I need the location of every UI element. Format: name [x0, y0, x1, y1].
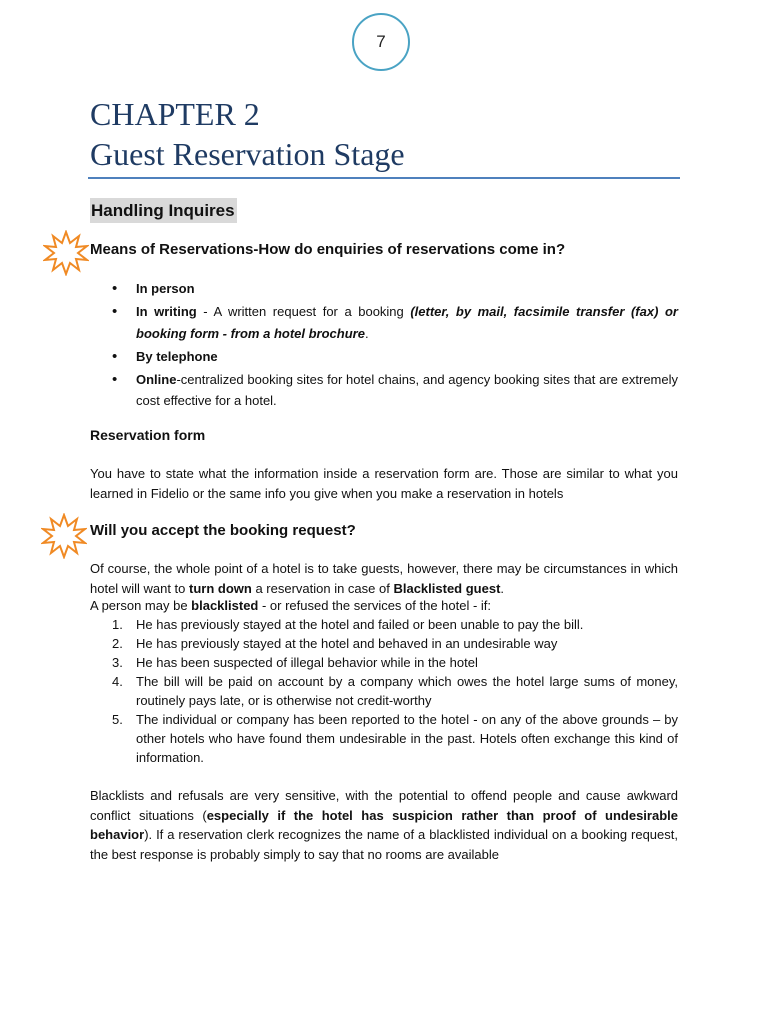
chapter-number: CHAPTER 2 [90, 96, 260, 132]
starburst-icon [43, 230, 89, 276]
page-number-badge [352, 13, 410, 71]
list-item: 2. He has previously stayed at the hotel and behaved in an undesirable way [112, 636, 558, 651]
starburst-icon [41, 513, 87, 559]
list-item: 4. The bill will be paid on account by a company which owes the hotel large sums of money, routinely pays late, or is otherwise not credit-worthy [112, 674, 678, 708]
list-item: • By telephone [112, 346, 678, 368]
chapter-name: Guest Reservation Stage [90, 136, 405, 172]
means-list [112, 278, 678, 413]
question-accept: Will you accept the booking request? [90, 522, 356, 539]
reservation-form-text: You have to state what the information inside a reservation form are. Those are similar to what you learned in Fidelio or the same info you give when you make a reservation in hotels [90, 466, 678, 501]
paragraph-blacklisted: A person may be blacklisted - or refused the services of the hotel - if: [90, 598, 492, 613]
list-item: 1. He has previously stayed at the hotel and failed or been unable to pay the bill. [112, 617, 584, 632]
title-divider [88, 177, 680, 179]
list-item: 5. The individual or company has been reported to the hotel - on any of the above grounds – by other hotels who have found them undesirable in the past. Hotels often exchange this kind of information. [112, 712, 678, 765]
paragraph-turn-down: Of course, the whole point of a hotel is to take guests, however, there may be circumstances in which hotel will want to turn down a reservation in case of Blacklisted guest. [90, 561, 678, 596]
conditions-list [90, 615, 678, 767]
chapter-title [90, 94, 405, 174]
list-item: • In writing - A written request for a booking (letter, by mail, facsimile transfer (fax) or booking form - from a hotel brochure. [112, 301, 678, 344]
paragraph-sensitivity: Blacklists and refusals are very sensitive, with the potential to offend people and cause awkward conflict situations (especially if the hotel has suspicion rather than proof of undesirable behavior). If a reservation clerk recognizes the name of a blacklisted individual on a booking request, the best response is probably simply to say that no rooms are available [90, 788, 678, 862]
list-item: 3. He has been suspected of illegal behavior while in the hotel [112, 655, 478, 670]
page-number: 7 [376, 32, 386, 51]
list-item: • Online-centralized booking sites for hotel chains, and agency booking sites that are extremely cost effective for a hotel. [112, 369, 678, 412]
reservation-form-heading: Reservation form [90, 427, 206, 443]
question-means: Means of Reservations-How do enquiries of reservations come in? [90, 241, 566, 258]
section-heading: Handling Inquires [90, 198, 237, 223]
list-item: • In person [112, 278, 678, 300]
